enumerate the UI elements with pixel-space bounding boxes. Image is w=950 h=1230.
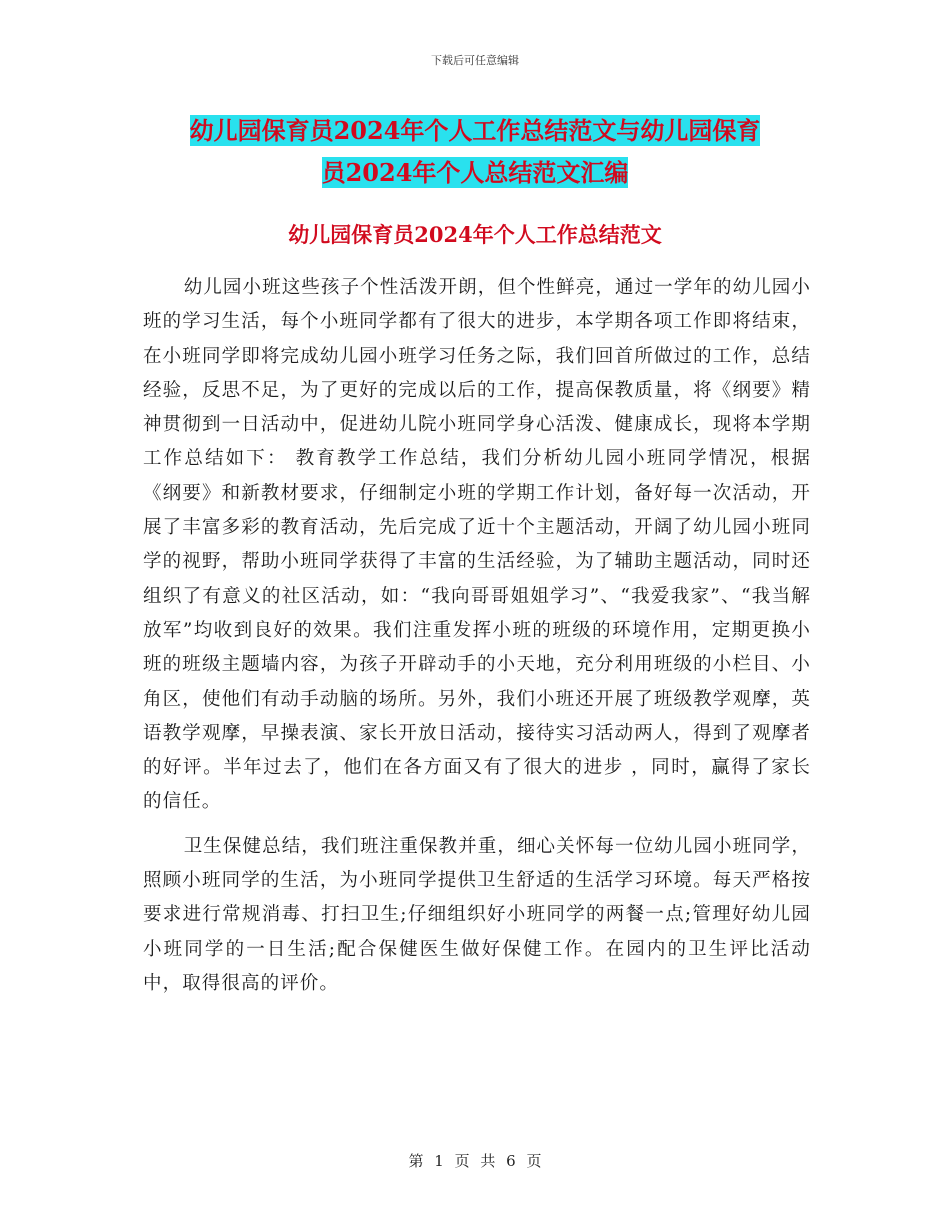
page-number-footer: 第 1 页 共 6 页: [408, 1152, 542, 1170]
paragraph-2: 卫生保健总结，我们班注重保教并重，细心关怀每一位幼儿园小班同学，照顾小班同学的生活，为小班同学提供卫生舒适的生活学习环境。每天严格按要求进行常规消毒、打扫卫生;仔细组织好小班同学的两餐一点;管理好幼儿园小班同学的一日生活;配合保健医生做好保健工作。在园内的卫生评比活动中，取得很高的评价。: [143, 835, 811, 994]
header-note: 下载后可任意编辑: [431, 54, 519, 67]
section-title: 幼儿园保育员2024年个人工作总结范文: [288, 222, 662, 247]
document-title-line-1: 幼儿园保育员2024年个人工作总结范文与幼儿园保育: [189, 116, 761, 145]
paragraph-1: 幼儿园小班这些孩子个性活泼开朗，但个性鲜亮，通过一学年的幼儿园小班的学习生活，每个小班同学都有了很大的进步，本学期各项工作即将结束，在小班同学即将完成幼儿园小班学习任务之际，我们回首所做过的工作，总结经验，反思不足，为了更好的完成以后的工作，提高保教质量，将《纲要》精神贯彻到一日活动中，促进幼儿院小班同学身心活泼、健康成长，现将本学期工作总结如下： 教育教学工作总结，我们分析幼儿园小班同学情况，根据《纲要》和新教材要求，仔细制定小班的学期工作计划，备好每一次活动，开展了丰富多彩的教育活动，先后完成了近十个主题活动，开阔了幼儿园小班同学的视野，帮助小班同学获得了丰富的生活经验，为了辅助主题活动，同时还组织了有意义的社区活动，如：“我向哥哥姐姐学习”、“我爱我家”、“我当解放军”均收到良好的效果。我们注重发挥小班的班级的环境作用，定期更换小班的班级主题墙内容，为孩子开辟动手的小天地，充分利用班级的小栏目、小角区，使他们有动手动脑的场所。另外，我们小班还开展了班级教学观摩，英语教学观摩，早操表演、家长开放日活动，接待实习活动两人，得到了观摩者的好评。半年过去了，他们在各方面又有了很大的进步 ，同时，赢得了家长的信任。: [143, 277, 811, 813]
body-text: [143, 271, 811, 1001]
document-title: [140, 110, 810, 194]
document-title-line-2: 员2024年个人总结范文汇编: [321, 158, 629, 187]
